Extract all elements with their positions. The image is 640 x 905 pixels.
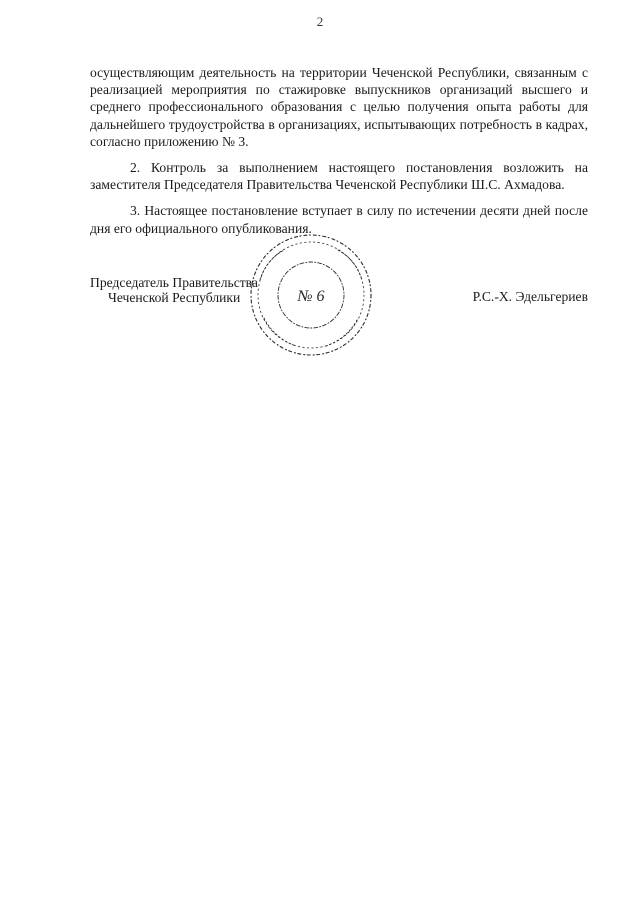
seal-number-text: № 6 xyxy=(297,288,325,305)
signature-block xyxy=(90,275,590,355)
signer-title-line-1: Председатель Правительства xyxy=(90,275,258,290)
document-body xyxy=(90,64,588,237)
signer-name: Р.С.-Х. Эдельгериев xyxy=(472,289,588,304)
page-number: 2 xyxy=(316,14,324,29)
paragraph-effective-date-clause: 3. Настоящее постановление вступает в силу по истечении десяти дней после дня его официального опубликования. xyxy=(90,203,588,236)
paragraph-continuation: осуществляющим деятельность на территории Чеченской Республики, связанным с реализацией мероприятия по стажировке выпускников организаций высшего и среднего профессионального образования с целью получения опыта работы для дальнейшего трудоустройства в организациях, испытывающих потребность в кадрах, согласно приложению № 3. xyxy=(90,65,588,149)
signer-title-line-2: Чеченской Республики xyxy=(108,290,241,305)
paragraph-control-clause: 2. Контроль за выполнением настоящего постановления возложить на заместителя Председателя Правительства Чеченской Республики Ш.С. Ахмадова. xyxy=(90,160,588,193)
